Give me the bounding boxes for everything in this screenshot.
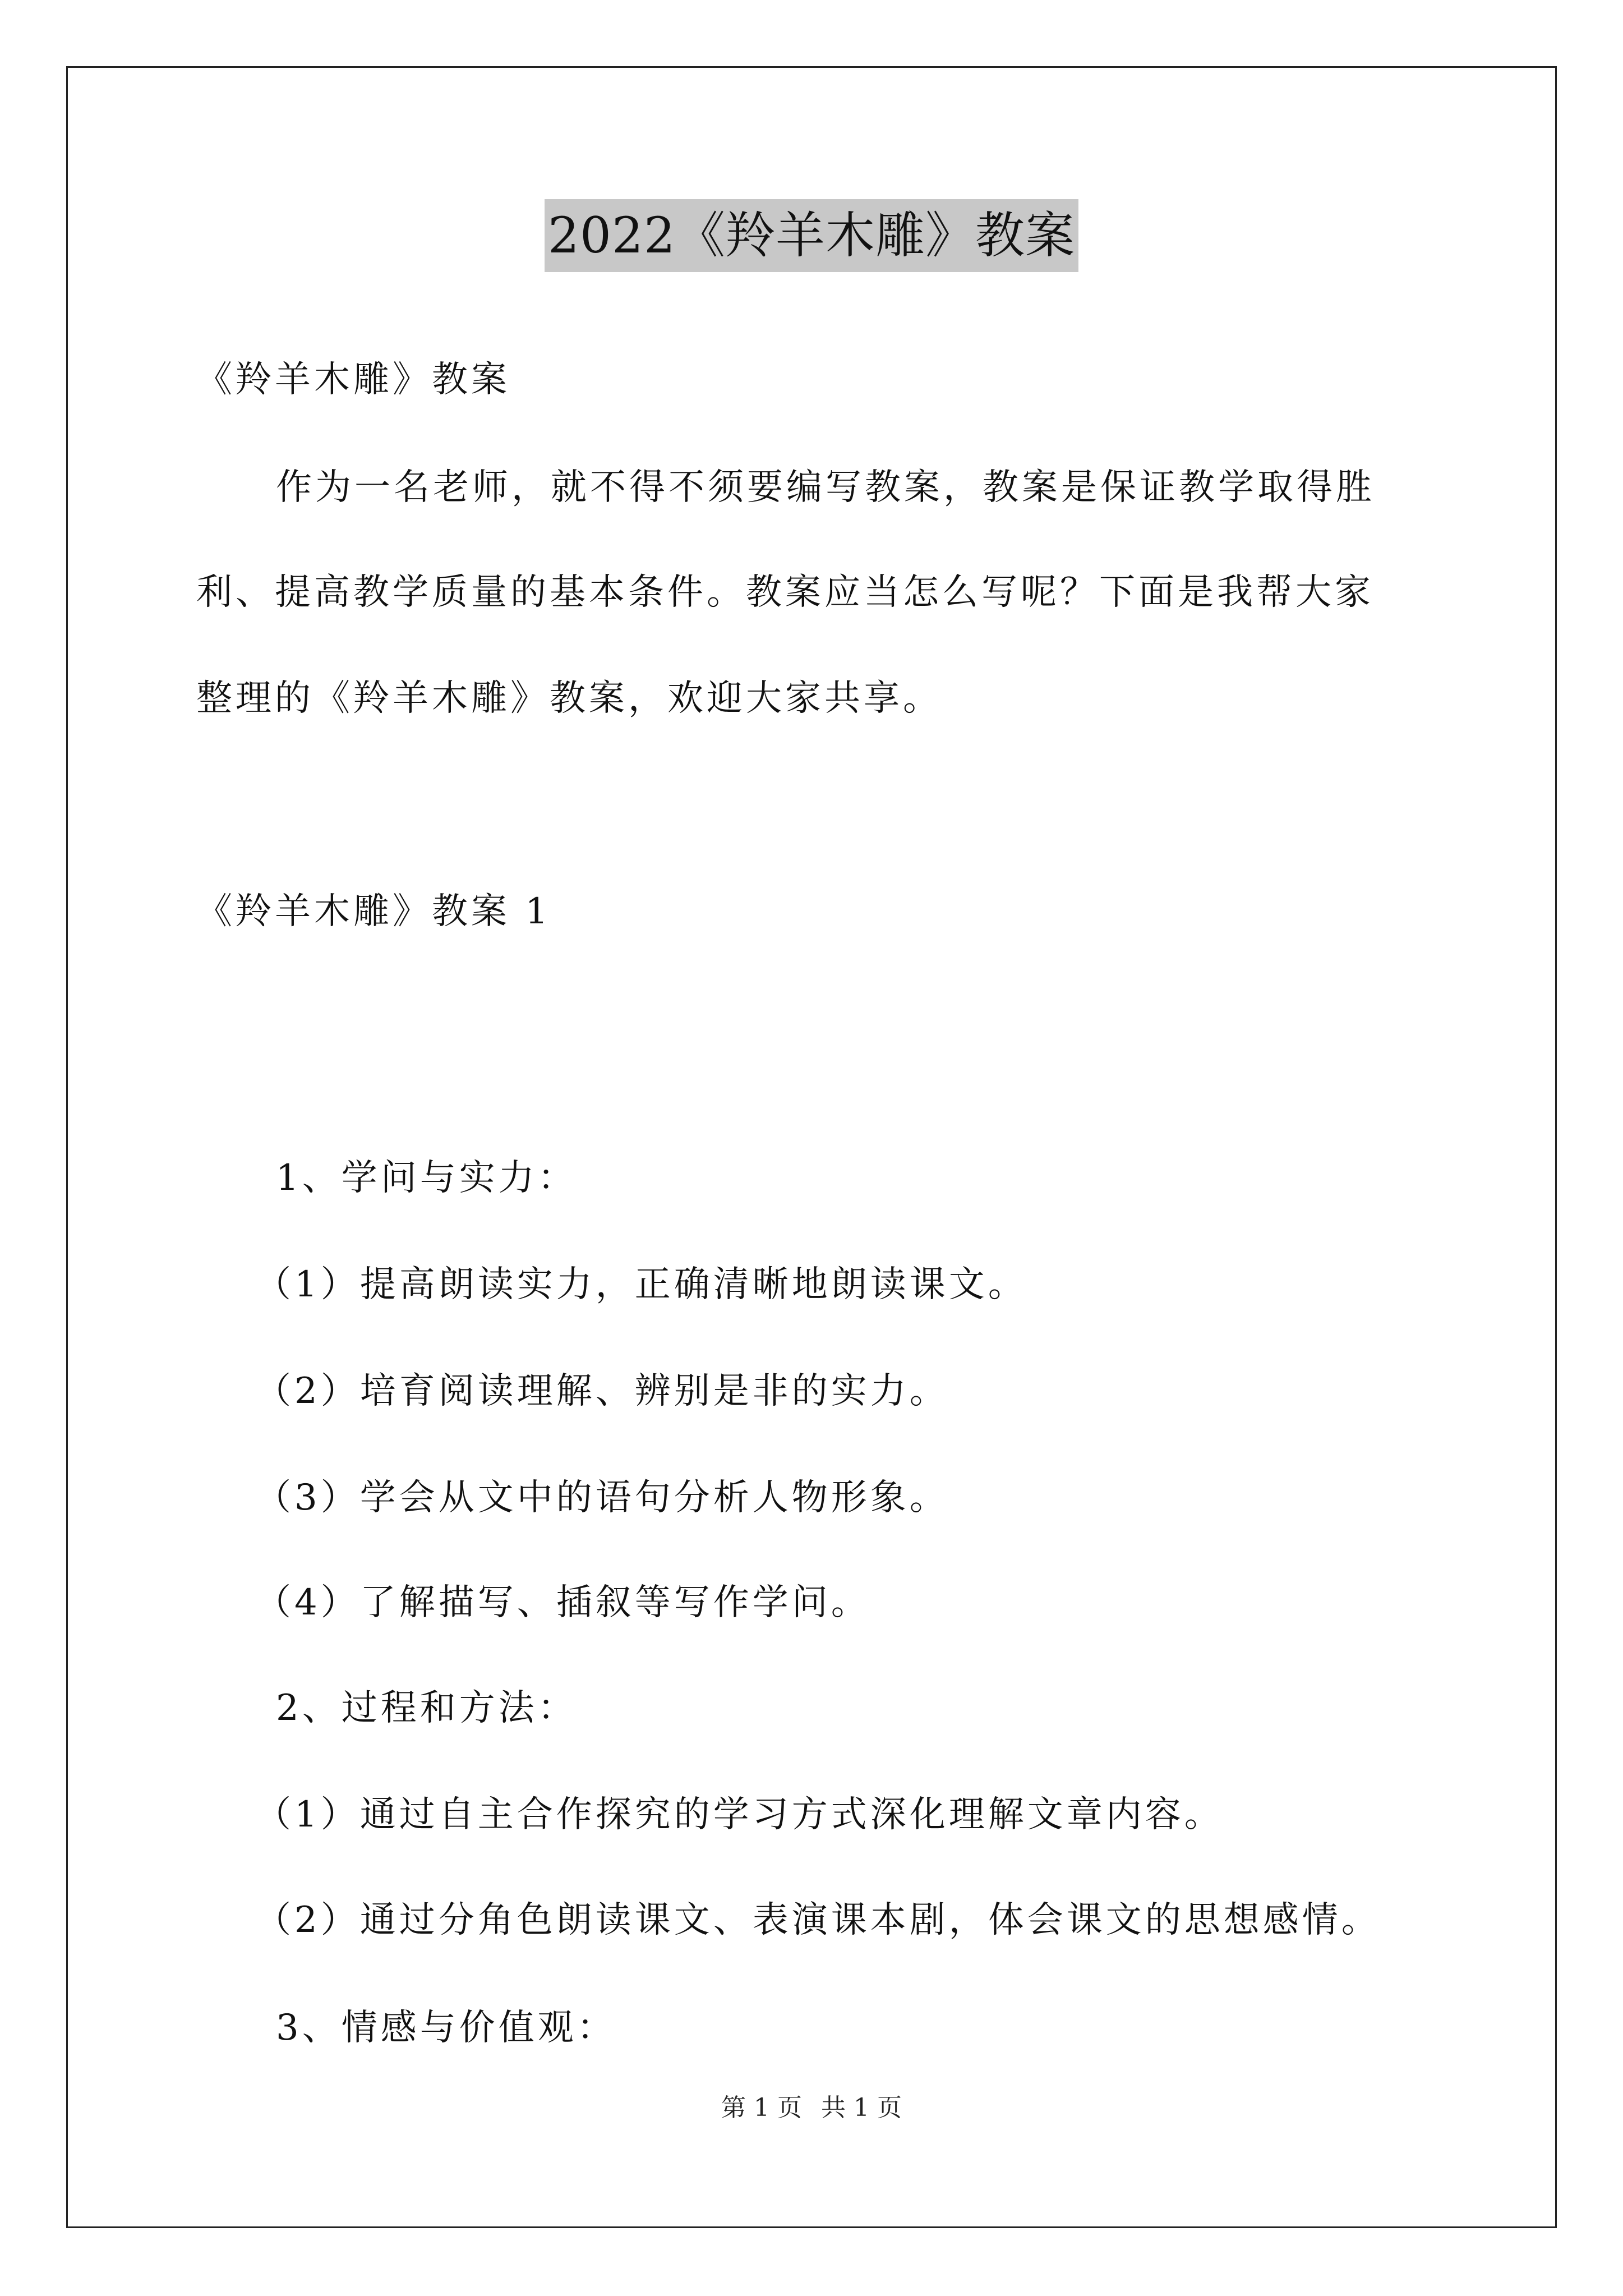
page-footer	[0, 2091, 1623, 2125]
subtitle: 《羚羊木雕》教案	[196, 359, 510, 401]
intro-line-1: 作为一名老师，就不得不须要编写教案，教案是保证教学取得胜	[276, 467, 1375, 508]
list-item: （2）培育阅读理解、辨别是非的实力。	[255, 1370, 949, 1412]
page-number-total: 共 1 页	[821, 2093, 902, 2122]
list-item: （2）通过分角色朗读课文、表演课本剧，体会课文的思想感情。	[255, 1899, 1381, 1941]
intro-line-2: 利、提高教学质量的基本条件。教案应当怎么写呢？下面是我帮大家	[196, 572, 1374, 613]
title-container	[0, 199, 1623, 272]
section-heading: 《羚羊木雕》教案 1	[196, 891, 552, 932]
list-item: 3、情感与价值观：	[276, 2007, 616, 2049]
page-number-current: 第 1 页	[721, 2093, 802, 2122]
list-item: 1、学问与实力：	[276, 1157, 577, 1199]
intro-line-3: 整理的《羚羊木雕》教案，欢迎大家共享。	[196, 678, 942, 719]
document-title: 2022《羚羊木雕》教案	[545, 199, 1078, 272]
list-item: 2、过程和方法：	[276, 1687, 577, 1729]
list-item: （3）学会从文中的语句分析人物形象。	[255, 1477, 949, 1519]
list-item: （1）通过自主合作探究的学习方式深化理解文章内容。	[255, 1794, 1224, 1835]
list-item: （1）提高朗读实力，正确清晰地朗读课文。	[255, 1264, 1027, 1305]
list-item: （4）了解描写、插叙等写作学问。	[255, 1582, 870, 1623]
